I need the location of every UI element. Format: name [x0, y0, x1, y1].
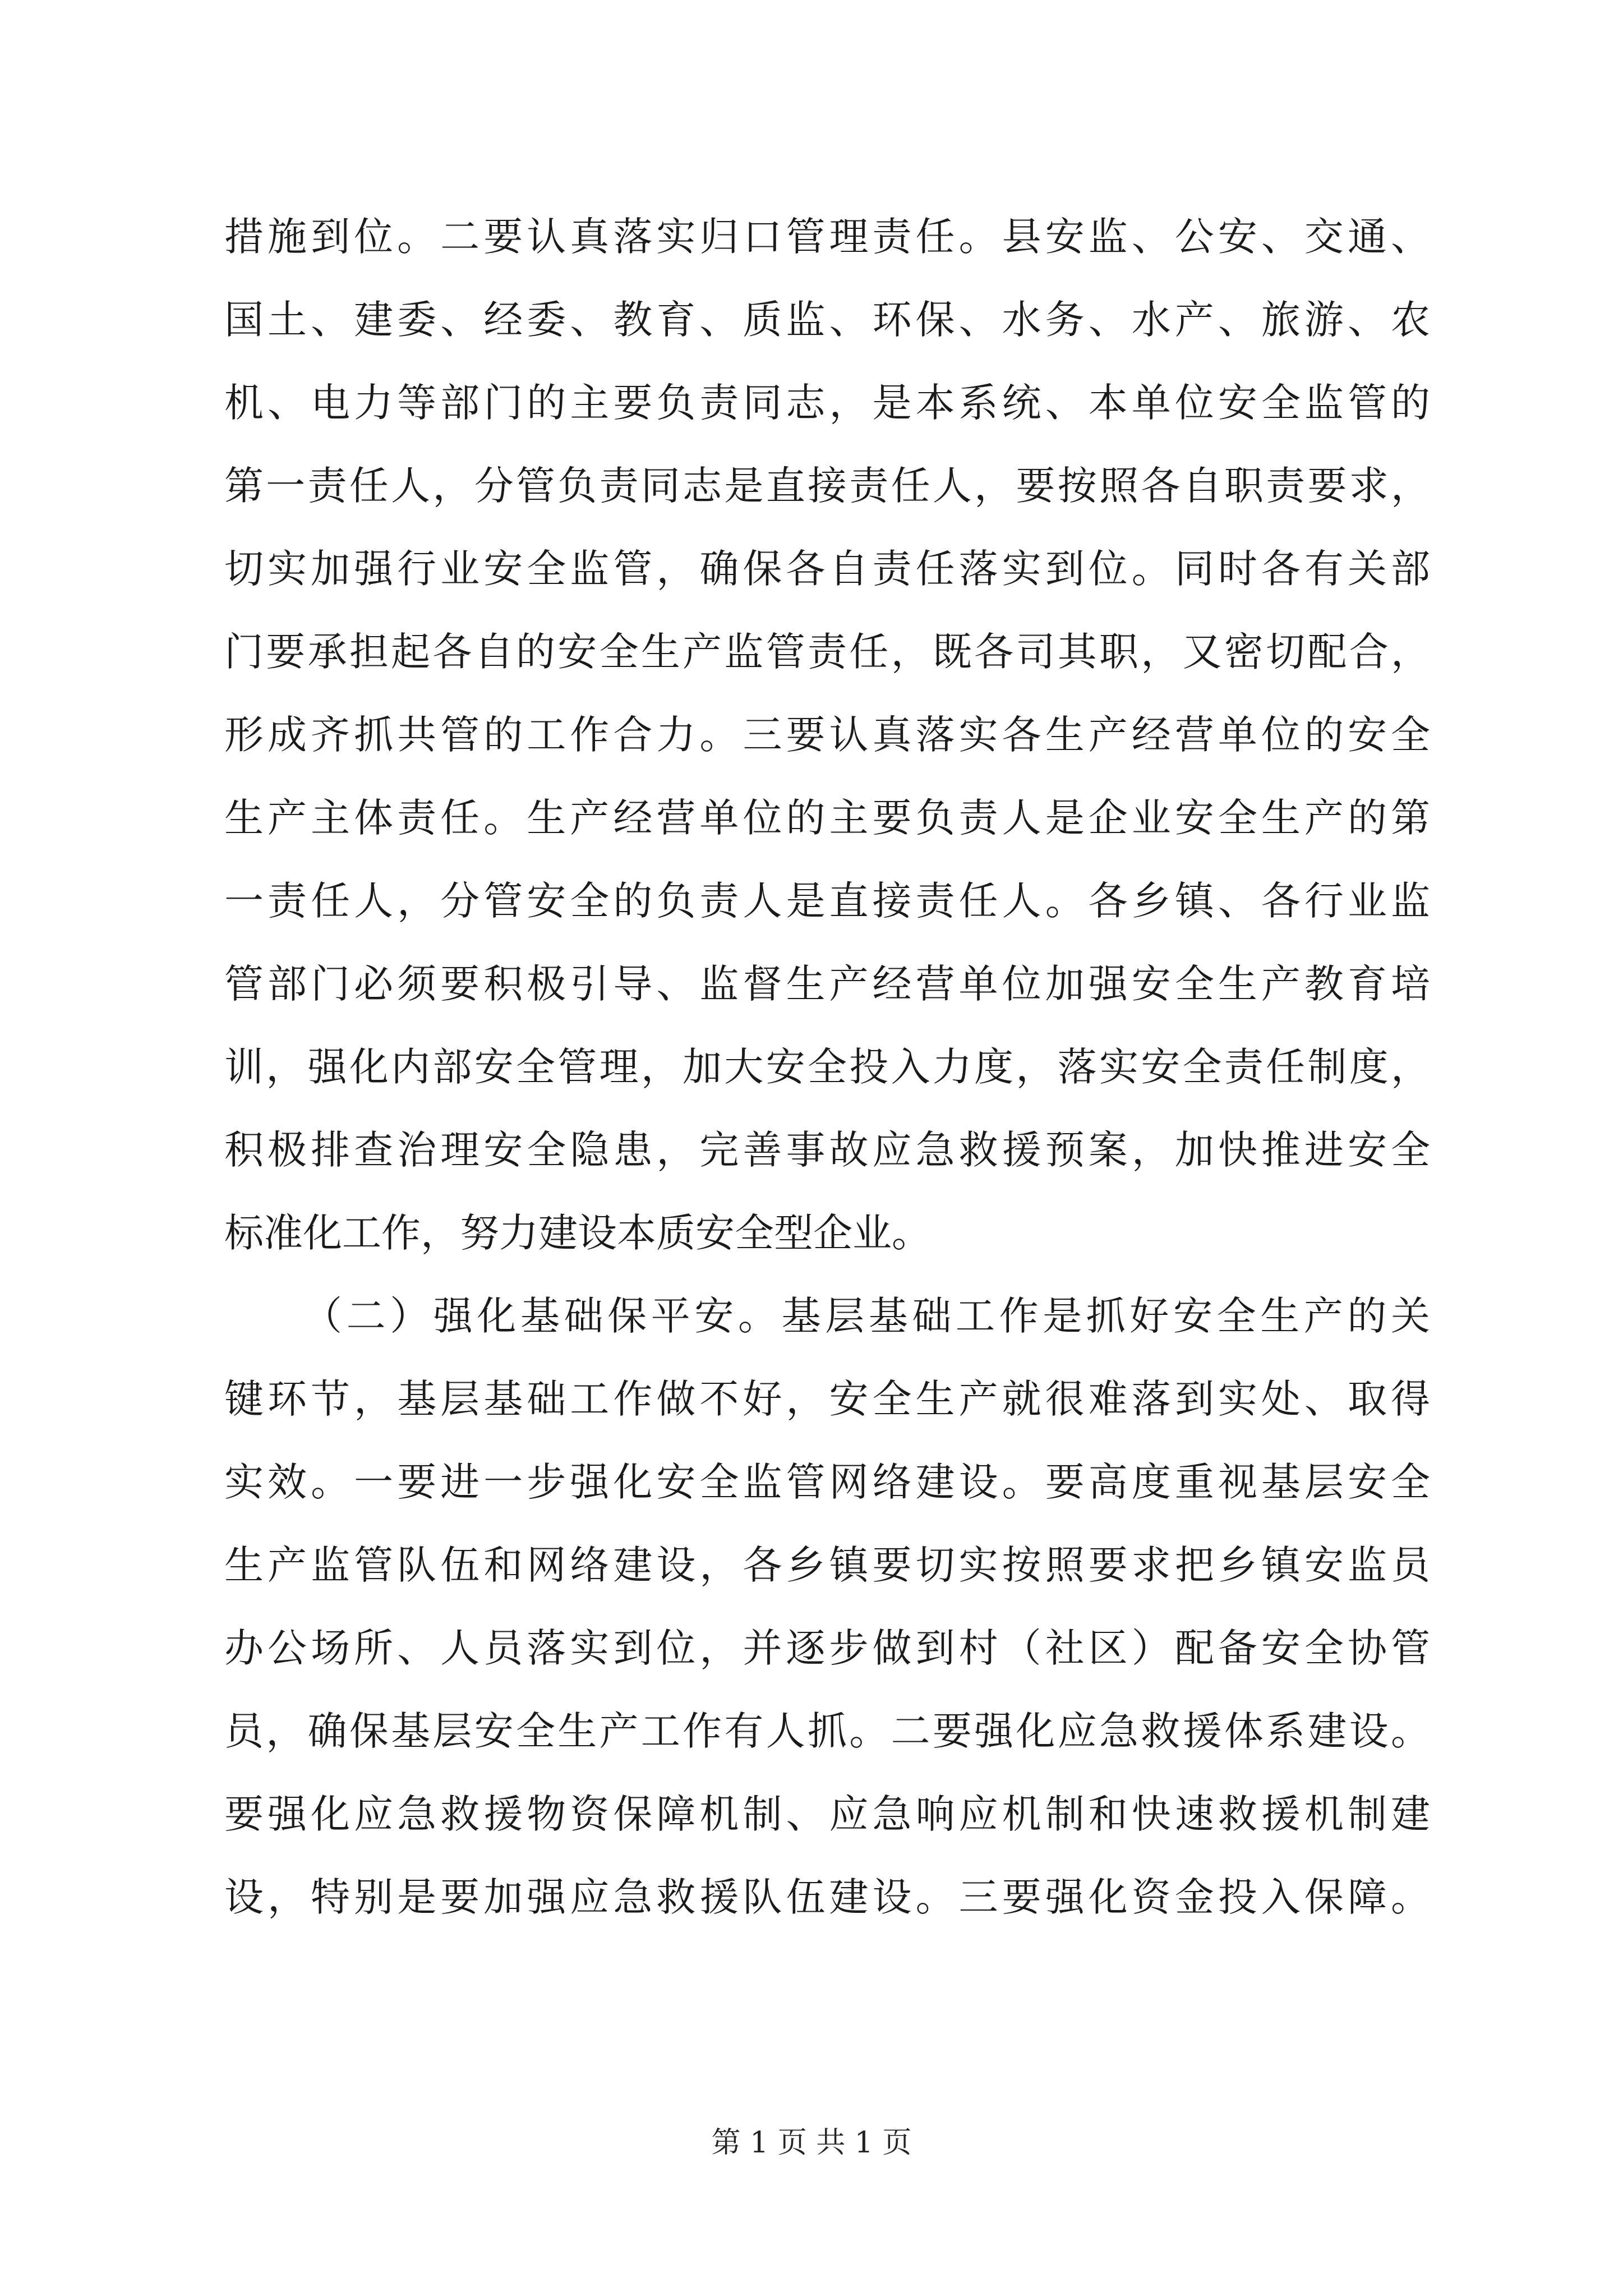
document-body	[224, 195, 1430, 1939]
page-footer	[0, 2120, 1623, 2165]
text-line-4: 第一责任人，分管负责同志是直接责任人，要按照各自职责要求，	[224, 463, 1430, 509]
text-line-3: 机、电力等部门的主要负责同志，是本系统、本单位安全监管的	[224, 380, 1430, 426]
text-line-12: 积极排查治理安全隐患，完善事故应急救援预案，加快推进安全	[224, 1127, 1430, 1173]
text-line-6: 门要承担起各自的安全生产监管责任，既各司其职，又密切配合，	[224, 629, 1430, 675]
text-line-1: 措施到位。二要认真落实归口管理责任。县安监、公安、交通、	[224, 214, 1430, 260]
text-line-2: 国土、建委、经委、教育、质监、环保、水务、水产、旅游、农	[224, 297, 1430, 343]
text-line-11: 训，强化内部安全管理，加大安全投入力度，落实安全责任制度，	[224, 1044, 1430, 1090]
text-line-15: 键环节，基层基础工作做不好，安全生产就很难落到实处、取得	[224, 1376, 1430, 1422]
text-line-9: 一责任人，分管安全的负责人是直接责任人。各乡镇、各行业监	[224, 878, 1430, 924]
text-line-17: 生产监管队伍和网络建设，各乡镇要切实按照要求把乡镇安监员	[224, 1542, 1430, 1588]
text-line-13: 标准化工作，努力建设本质安全型企业。	[224, 1210, 931, 1256]
text-line-5: 切实加强行业安全监管，确保各自责任落实到位。同时各有关部	[224, 546, 1430, 592]
text-line-19: 员，确保基层安全生产工作有人抓。二要强化应急救援体系建设。	[224, 1708, 1430, 1754]
text-line-20: 要强化应急救援物资保障机制、应急响应机制和快速救援机制建	[224, 1791, 1430, 1837]
text-line-18: 办公场所、人员落实到位，并逐步做到村（社区）配备安全协管	[224, 1625, 1430, 1671]
text-line-7: 形成齐抓共管的工作合力。三要认真落实各生产经营单位的安全	[224, 712, 1430, 758]
text-line-14: （二）强化基础保平安。基层基础工作是抓好安全生产的关	[303, 1293, 1430, 1339]
text-line-8: 生产主体责任。生产经营单位的主要负责人是企业安全生产的第	[224, 795, 1430, 841]
text-line-10: 管部门必须要积极引导、监督生产经营单位加强安全生产教育培	[224, 961, 1430, 1007]
text-line-16: 实效。一要进一步强化安全监管网络建设。要高度重视基层安全	[224, 1459, 1430, 1505]
text-line-21: 设，特别是要加强应急救援队伍建设。三要强化资金投入保障。	[224, 1874, 1430, 1920]
page-number-label: 第 1 页 共 1 页	[711, 2126, 912, 2160]
